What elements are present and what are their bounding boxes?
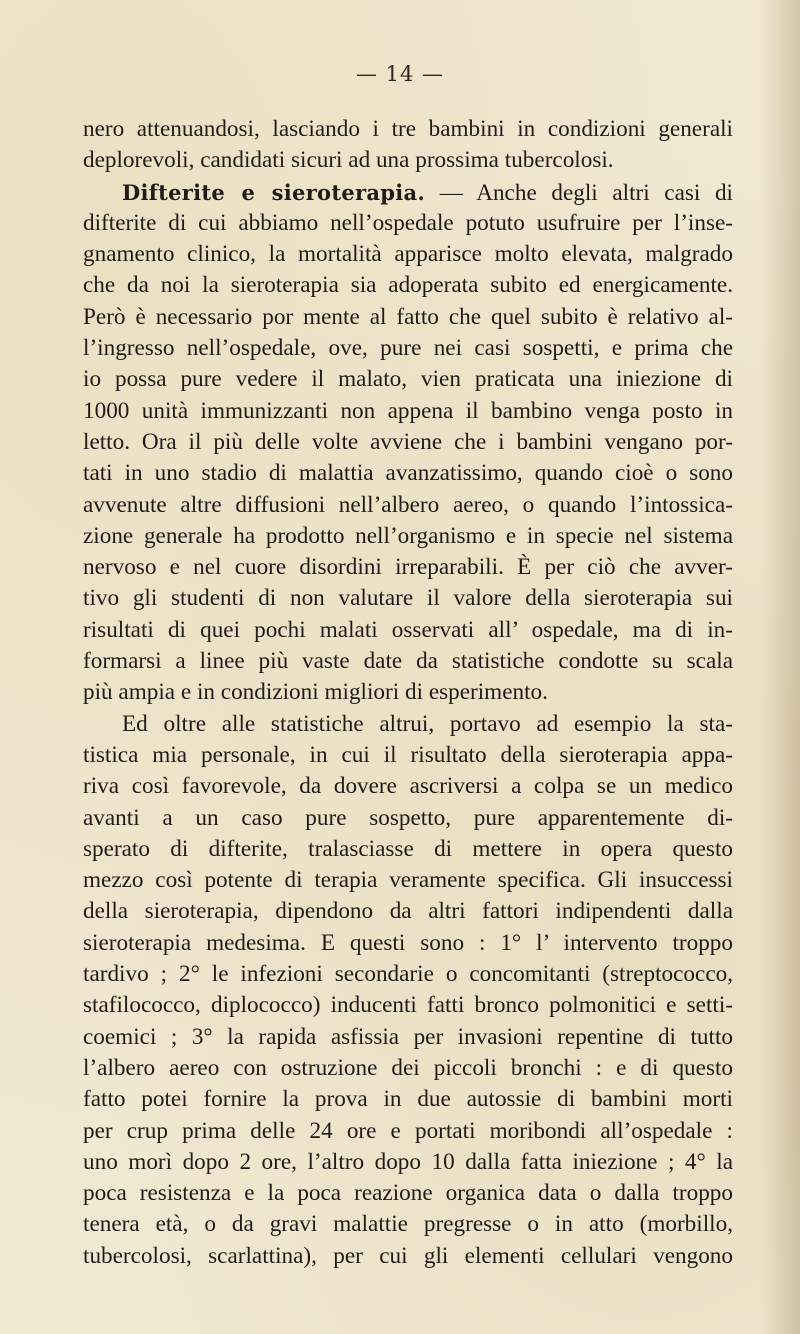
page-number: — 14 — — [355, 62, 445, 86]
text-line: 1000 unità immunizzanti non appena il bambino venga posto in — [83, 397, 733, 424]
text-line: riva così favorevole, da dovere ascriversi a colpa se un medico — [83, 773, 733, 800]
text-line: avanti a un caso pure sospetto, pure apparentemente di- — [83, 804, 733, 831]
text-line: tivo gli studenti di non valutare il valore della sieroterapia sui — [83, 585, 733, 612]
text-line: tubercolosi, scarlattina), per cui gli elementi cellulari vengono — [83, 1242, 733, 1269]
text-line: coemici ; 3° la rapida asfissia per invasioni repentine di tutto — [83, 1023, 733, 1050]
page-edge-shadow — [760, 0, 800, 1334]
text-line: formarsi a linee più vaste date da statistiche condotte su scala — [83, 648, 733, 675]
text-line: deplorevoli, candidati sicuri ad una prossima tubercolosi. — [83, 147, 614, 174]
text-line-fragment: — Anche degli altri casi di — [439, 179, 733, 206]
text-line: zione generale ha prodotto nell’organismo e in specie nel sistema — [83, 522, 733, 549]
text-line: della sieroterapia, dipendono da altri fattori indipendenti dalla — [83, 898, 733, 925]
text-line: tardivo ; 2° le infezioni secondarie o concomitanti (streptococco, — [83, 961, 733, 988]
text-line: nervoso e nel cuore disordini irreparabili. È per ciò che avver- — [83, 554, 733, 581]
text-line: tati in uno stadio di malattia avanzatissimo, quando cioè o sono — [83, 460, 733, 487]
text-line: Però è necessario por mente al fatto che quel subito è relativo al- — [83, 303, 733, 330]
text-line: stafilococco, diplococco) inducenti fatti bronco polmonitici e setti- — [83, 992, 733, 1019]
text-line: nero attenuandosi, lasciando i tre bambini in condizioni generali — [83, 116, 733, 142]
section-heading-line — [83, 177, 733, 208]
section-heading: Difterite e sieroterapia. — [122, 179, 426, 205]
text-line: mezzo così potente di terapia veramente specifica. Gli insuccessi — [83, 867, 733, 894]
text-line: avvenute altre diffusioni nell’albero aereo, o quando l’intossica- — [83, 491, 733, 518]
text-line: letto. Ora il più delle volte avviene che i bambini vengano por- — [83, 428, 733, 455]
text-line: tistica mia personale, in cui il risultato della sieroterapia appa- — [83, 741, 733, 768]
text-line: che da noi la sieroterapia sia adoperata subito ed energicamente. — [83, 272, 733, 299]
body-text — [83, 114, 733, 1272]
text-line: l’ingresso nell’ospedale, ove, pure nei casi sospetti, e prima che — [83, 335, 733, 362]
text-line: per crup prima delle 24 ore e portati moribondi all’ospedale : — [83, 1117, 733, 1144]
text-line: più ampia e in condizioni migliori di esperimento. — [83, 679, 548, 706]
text-line: l’albero aereo con ostruzione dei piccoli bronchi : e di questo — [83, 1054, 733, 1081]
text-line: io possa pure vedere il malato, vien praticata una iniezione di — [83, 366, 733, 393]
text-line: difterite di cui abbiamo nell’ospedale potuto usufruire per l’inse- — [83, 209, 733, 236]
text-line: Ed oltre alle statistiche altrui, portavo ad esempio la sta- — [122, 710, 733, 737]
text-line: sieroterapia medesima. E questi sono : 1° l’ intervento troppo — [83, 929, 733, 956]
text-line: poca resistenza e la poca reazione organica data o dalla troppo — [83, 1180, 733, 1207]
text-line: fatto potei fornire la prova in due autossie di bambini morti — [83, 1086, 733, 1113]
text-line: tenera età, o da gravi malattie pregresse o in atto (morbillo, — [83, 1211, 733, 1238]
text-line: gnamento clinico, la mortalità apparisce molto elevata, malgrado — [83, 241, 733, 268]
text-line: sperato di difterite, tralasciasse di mettere in opera questo — [83, 835, 733, 862]
text-line: risultati di quei pochi malati osservati all’ ospedale, ma di in- — [83, 616, 733, 643]
text-line: uno morì dopo 2 ore, l’altro dopo 10 dalla fatta iniezione ; 4° la — [83, 1148, 733, 1175]
